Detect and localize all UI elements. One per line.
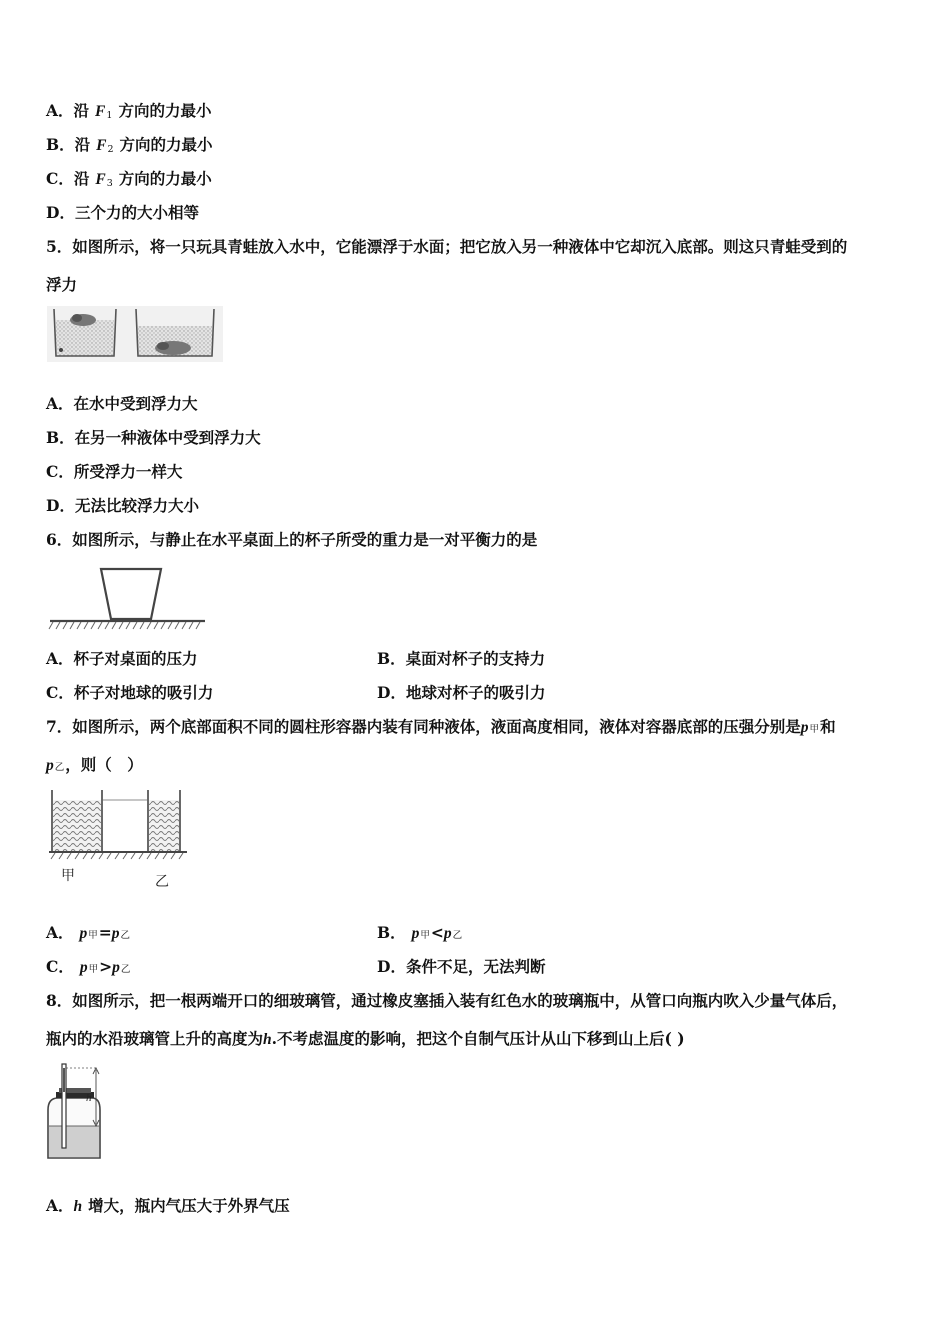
container-yi [148, 790, 180, 852]
q4-option-c[interactable]: C．沿 $F_3$ 方向的力最小 [46, 169, 212, 189]
q4-option-d[interactable]: D．三个力的大小相等 [46, 203, 199, 222]
q4-option-b[interactable]: B．沿 $F_2$ 方向的力最小 [46, 135, 213, 155]
q5-option-c[interactable]: C．所受浮力一样大 [46, 462, 183, 481]
label-yi: 乙 [155, 874, 169, 890]
bottle-water [49, 1126, 99, 1157]
q6-stem: 6．如图所示，与静止在水平桌面上的杯子所受的重力是一对平衡力的是 [46, 530, 538, 549]
height-label: h [86, 1092, 92, 1104]
q7-option-a[interactable]: A． p甲=p乙 [46, 923, 131, 942]
ground-hatching [51, 853, 183, 859]
q8-option-a[interactable]: A．h 增大，瓶内气压大于外界气压 [46, 1196, 290, 1215]
q7-containers-figure [47, 788, 189, 892]
q7-option-d[interactable]: D．条件不足，无法判断 [377, 957, 546, 976]
q5-option-d[interactable]: D．无法比较浮力大小 [46, 496, 199, 515]
q8-barometer-figure [40, 1060, 110, 1166]
q7-option-c[interactable]: C． p甲>p乙 [46, 957, 131, 976]
q6-option-a[interactable]: A．杯子对桌面的压力 [46, 649, 198, 668]
q5-stem-line1: 5．如图所示，将一只玩具青蛙放入水中，它能漂浮于水面；把它放入另一种液体中它却沉入底部。则这只青蛙受到的 [46, 237, 848, 256]
q5-option-a[interactable]: A．在水中受到浮力大 [46, 394, 198, 413]
label-jia: 甲 [61, 868, 75, 884]
container-jia [52, 790, 102, 852]
q6-option-d[interactable]: D．地球对杯子的吸引力 [377, 683, 546, 702]
q7-option-b[interactable]: B． p甲<p乙 [377, 923, 463, 942]
q5-stem-line2: 浮力 [46, 275, 78, 294]
q5-option-b[interactable]: B．在另一种液体中受到浮力大 [46, 428, 261, 447]
cup [101, 569, 161, 619]
q7-stem-line2: p乙，则（ ） [46, 755, 143, 774]
q6-option-c[interactable]: C．杯子对地球的吸引力 [46, 683, 214, 702]
q5-frog-figure [47, 306, 223, 362]
q6-cup-figure [47, 565, 207, 635]
table-hatching [49, 622, 200, 629]
q8-stem-line1: 8．如图所示，把一根两端开口的细玻璃管，通过橡皮塞插入装有红色水的玻璃瓶中，从管口向瓶内吹入少量气体后， [46, 991, 848, 1010]
q7-stem-line1: 7．如图所示，两个底部面积不同的圆柱形容器内装有同种液体，液面高度相同，液体对容器底部的压强分别是p甲和 [46, 717, 836, 736]
q8-stem-line2: 瓶内的水沿玻璃管上升的高度为h.不考虑温度的影响，把这个自制气压计从山下移到山上后( ) [46, 1029, 685, 1048]
q4-option-a[interactable]: A．沿 $F_1$ 方向的力最小 [46, 101, 212, 121]
q6-option-b[interactable]: B．桌面对杯子的支持力 [377, 649, 546, 668]
